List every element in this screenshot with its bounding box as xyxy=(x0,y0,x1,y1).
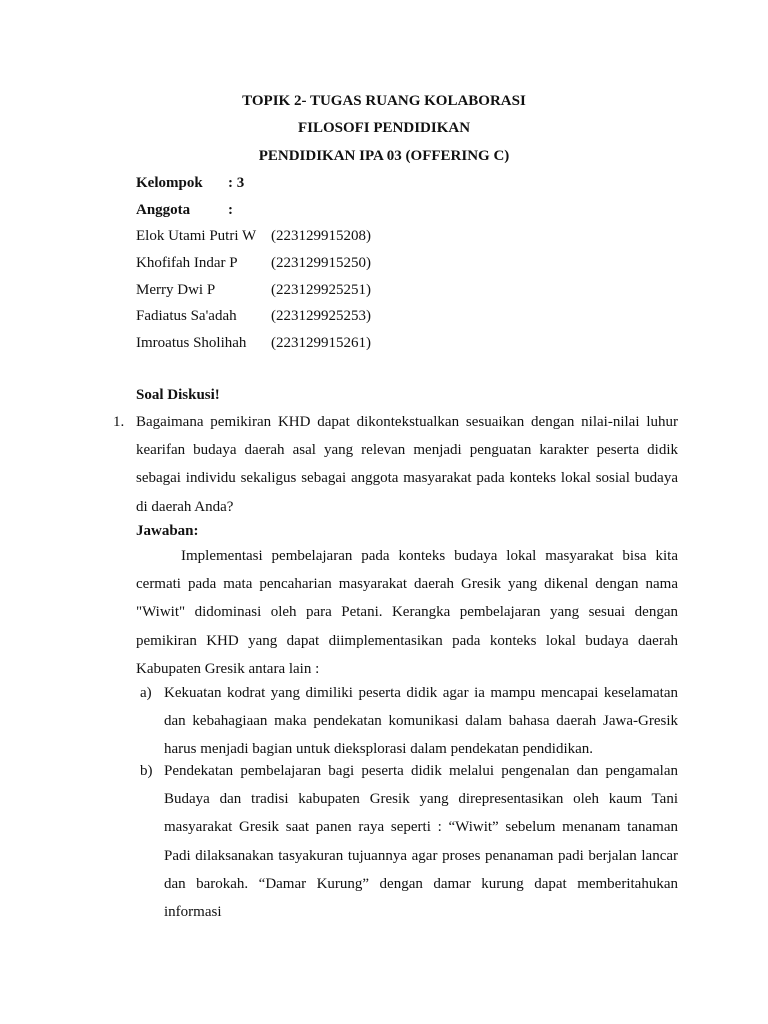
discussion-heading: Soal Diskusi! xyxy=(136,387,220,403)
member-nim: (223129915261) xyxy=(271,335,371,351)
question-number: 1. xyxy=(113,414,125,430)
member-name: Merry Dwi P xyxy=(136,282,216,298)
list-marker-a: a) xyxy=(140,685,152,701)
list-item-a: Kekuatan kodrat yang dimiliki peserta didik agar ia mampu mencapai keselamatan dan kebahagiaan maka pendekatan komunikasi dalam bahasa daerah Jawa-Gresik harus menjadi bagian untuk dieksplorasi dalam pendekatan pendidikan. xyxy=(164,685,678,758)
member-name: Imroatus Sholihah xyxy=(136,335,247,351)
member-nim: (223129925253) xyxy=(271,308,371,324)
kelompok-label: Kelompok xyxy=(136,175,203,191)
member-nim: (223129925251) xyxy=(271,282,371,298)
member-name: Khofifah Indar P xyxy=(136,255,238,271)
member-nim: (223129915250) xyxy=(271,255,371,271)
member-name: Elok Utami Putri W xyxy=(136,228,257,244)
answer-label: Jawaban: xyxy=(136,523,199,539)
answer-paragraph: Implementasi pembelajaran pada konteks budaya lokal masyarakat bisa kita cermati pada mata pencaharian masyarakat daerah Gresik yang dikenal dengan nama "Wiwit" didominasi oleh para Petani. Kerangka pembelajaran yang sesuai dengan pemikiran KHD yang dapat diimplementasikan pada konteks lokal budaya daerah Kabupaten Gresik antara lain : xyxy=(136,548,678,677)
member-name: Fadiatus Sa'adah xyxy=(136,308,237,324)
title-topic: TOPIK 2- TUGAS RUANG KOLABORASI xyxy=(242,93,526,109)
anggota-label: Anggota xyxy=(136,202,191,218)
title-subject: FILOSOFI PENDIDIKAN xyxy=(297,120,471,136)
anggota-value: : xyxy=(228,202,233,218)
question-text: Bagaimana pemikiran KHD dapat dikontekstualkan sesuaikan dengan nilai-nilai luhur kearifan budaya daerah asal yang relevan menjadi penguatan karakter peserta didik sebagai individu sekaligus sebagai anggota masyarakat pada konteks lokal sosial budaya di daerah Anda? xyxy=(136,414,678,515)
list-marker-b: b) xyxy=(140,763,153,779)
kelompok-value: : 3 xyxy=(228,175,245,191)
title-class: PENDIDIKAN IPA 03 (OFFERING C) xyxy=(258,148,510,164)
list-item-b: Pendekatan pembelajaran bagi peserta didik melalui pengenalan dan pengamalan Budaya dan tradisi kabupaten Gresik yang direpresentasikan oleh kaum Tani masyarakat Gresik saat panen raya seperti : “Wiwit” sebelum menanam tanaman Padi dilaksanakan tasyakuran tujuannya agar proses penanaman padi berjalan lancar dan barokah. “Damar Kurung” dengan damar kurung dapat memberitahukan informasi xyxy=(164,763,678,921)
member-nim: (223129915208) xyxy=(271,228,371,244)
